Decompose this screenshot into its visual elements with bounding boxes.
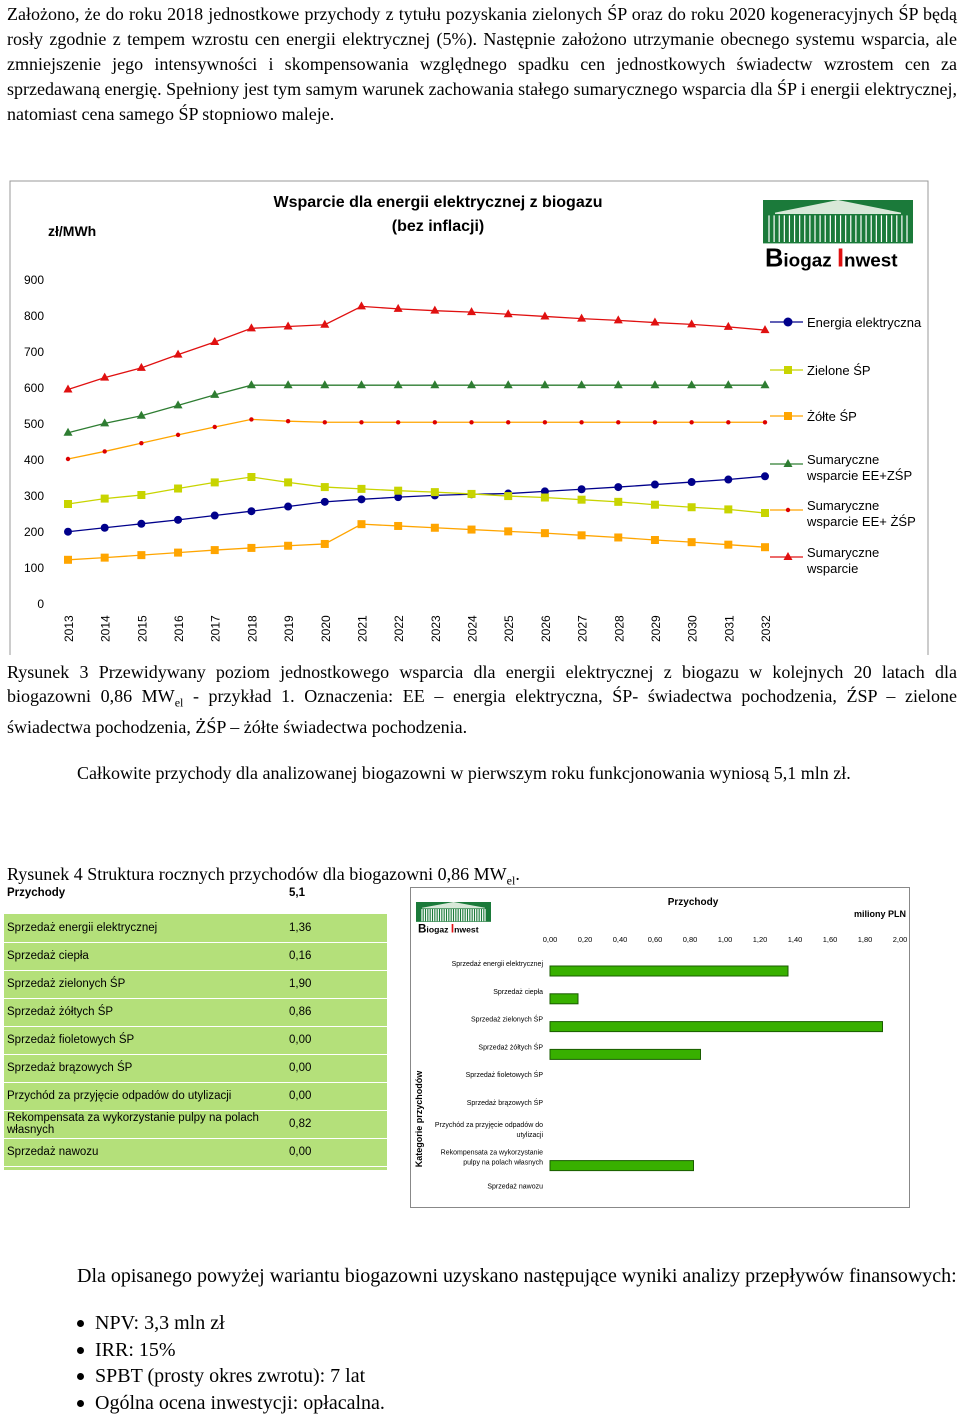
table-cell-value: 1,36 xyxy=(289,922,312,934)
x-tick-label: 2018 xyxy=(245,615,260,642)
x-tick-label: 2017 xyxy=(208,615,223,642)
list-item xyxy=(0,1310,385,1337)
legend-label: wsparcie xyxy=(807,561,859,576)
data-point xyxy=(541,529,549,537)
data-point xyxy=(726,420,730,424)
data-point xyxy=(323,420,327,424)
data-point xyxy=(468,526,476,534)
data-point xyxy=(101,495,109,503)
x-tick-label: 2030 xyxy=(685,615,700,642)
data-point xyxy=(357,495,365,503)
data-point xyxy=(247,507,255,515)
data-point xyxy=(357,520,365,528)
data-point xyxy=(688,478,696,486)
data-point xyxy=(578,496,586,504)
data-point xyxy=(174,549,182,557)
table-cell-label: Sprzedaż ciepła xyxy=(7,950,89,962)
data-point xyxy=(321,498,329,506)
revenue-bar-chart xyxy=(410,887,910,1209)
chart-title: Przychody xyxy=(667,897,719,908)
data-point xyxy=(541,494,549,502)
data-point xyxy=(724,541,732,549)
table-header-row xyxy=(4,885,387,914)
category-label: Sprzedaż brązowych ŚP xyxy=(466,1100,543,1107)
data-point xyxy=(614,533,622,541)
data-point xyxy=(433,420,437,424)
table-cell-label: Rekompensata za wykorzystanie pulpy na polach własnych xyxy=(7,1112,259,1136)
data-point xyxy=(249,417,253,421)
x-tick-label: 2019 xyxy=(282,615,297,642)
x-tick-label: 2026 xyxy=(538,615,553,642)
legend-label: Sumaryczne xyxy=(807,498,880,513)
x-tick-label: 2,00 xyxy=(892,935,908,944)
table-header-value: 5,1 xyxy=(289,887,305,899)
table-cell-value: 0,00 xyxy=(289,1146,312,1158)
data-point xyxy=(504,492,512,500)
x-tick-label: 2024 xyxy=(465,615,480,642)
legend-marker xyxy=(784,412,792,420)
y-tick-label: 200 xyxy=(23,525,44,539)
x-tick-label: 0,60 xyxy=(647,935,663,944)
data-point xyxy=(247,544,255,552)
data-point xyxy=(394,487,402,495)
revenue-bar xyxy=(550,1022,883,1032)
data-point xyxy=(174,485,182,493)
data-point xyxy=(137,491,145,499)
legend-marker xyxy=(786,508,790,512)
data-point xyxy=(64,528,72,536)
y-tick-label: 600 xyxy=(23,381,44,395)
legend-label: Sumaryczne xyxy=(807,452,880,467)
legend-label: Sumaryczne xyxy=(807,545,880,560)
table-cell-value: 0,82 xyxy=(289,1118,312,1130)
category-label: Sprzedaż żółtych ŚP xyxy=(478,1044,543,1052)
y-tick-label: 900 xyxy=(23,273,44,287)
data-point xyxy=(468,490,476,498)
x-tick-label: 2029 xyxy=(648,615,663,642)
legend-marker xyxy=(784,318,793,327)
list-item xyxy=(0,1363,385,1390)
data-point xyxy=(616,420,620,424)
data-point xyxy=(653,420,657,424)
table-cell-value: 0,00 xyxy=(289,1090,312,1102)
data-point xyxy=(688,503,696,511)
data-point xyxy=(64,500,72,508)
data-point xyxy=(689,420,693,424)
data-point xyxy=(176,433,180,437)
category-label: Sprzedaż energii elektrycznej xyxy=(451,961,543,968)
data-point xyxy=(651,536,659,544)
category-label: Przychód za przyjęcie odpadów do xyxy=(434,1121,543,1129)
legend-label: Żółte ŚP xyxy=(807,409,857,424)
legend-label: Energia elektryczna xyxy=(807,315,922,330)
support-line-chart xyxy=(8,180,958,655)
y-tick-label: 500 xyxy=(23,417,44,431)
table-cell-label: Sprzedaż nawozu xyxy=(7,1146,99,1158)
intro-paragraph: Założono, że do roku 2018 jednostkowe przychody z tytułu pozyskania zielonych ŚP oraz do roku 2020 kogeneracyjnych ŚP będą rosły zgodnie z tempem wzrostu cen energii elektrycznej (5%). Następnie założono utrzymanie obecnego systemu wsparcia, ale zmniejszenie jego intensywności i skompensowania względnego spadku cen jednostkowych świadectw wzrostem cen za sprzedawaną energię. Spełniony jest tym samym warunek zachowania stałego sumarycznego wsparcia dla ŚP i energii elektrycznej, natomiast cena samego ŚP stopniowo maleje. xyxy=(7,4,957,124)
data-point xyxy=(174,516,182,524)
y-tick-label: 300 xyxy=(23,489,44,503)
logo-text: Biogaz Inwest xyxy=(765,244,898,273)
y-axis-label: Kategorie przychodów xyxy=(414,1070,424,1168)
data-point xyxy=(431,488,439,496)
data-point xyxy=(396,420,400,424)
x-tick-label: 2014 xyxy=(98,615,113,642)
list-item-text: SPBT (prosty okres zwrotu): 7 lat xyxy=(95,1365,366,1387)
revenue-bar xyxy=(550,1161,694,1171)
data-point xyxy=(102,449,106,453)
x-tick-label: 2021 xyxy=(355,615,370,642)
y-tick-label: 0 xyxy=(37,597,44,611)
data-point xyxy=(614,498,622,506)
x-tick-label: 2027 xyxy=(575,615,590,642)
data-point xyxy=(64,556,72,564)
list-item-text: Ogólna ocena inwestycji: opłacalna. xyxy=(95,1391,385,1414)
data-point xyxy=(321,483,329,491)
caption-4-text-b: . xyxy=(515,864,520,884)
legend-label: Zielone ŚP xyxy=(807,363,871,378)
data-point xyxy=(139,441,143,445)
data-point xyxy=(321,540,329,548)
figure-3-caption xyxy=(7,660,957,739)
x-tick-label: 1,20 xyxy=(752,935,768,944)
table-cell-label: Sprzedaż brązowych ŚP xyxy=(7,1062,133,1074)
chart-title: Wsparcie dla energii elektrycznej z biogazu xyxy=(273,194,603,211)
data-point xyxy=(284,542,292,550)
x-tick-label: 2031 xyxy=(722,615,737,642)
table-row xyxy=(4,970,387,999)
caption-3-text-b: - przykład 1. Oznaczenia: EE – energia elektryczna, ŚP- świadectwa pochodzenia, ŹSP – zielone świadectwa pochodzenia, ŻŚP – żółte świadectwa pochodzenia. xyxy=(7,686,957,737)
x-tick-label: 2032 xyxy=(759,615,773,642)
table-row xyxy=(4,1110,387,1139)
list-item xyxy=(0,1390,385,1417)
data-point xyxy=(359,420,363,424)
table-header-label: Przychody xyxy=(7,887,66,899)
revenue-figure xyxy=(4,885,952,1215)
table-row xyxy=(4,942,387,971)
chart-title: (bez inflacji) xyxy=(391,218,485,235)
table-cell-value: 0,16 xyxy=(289,950,312,962)
data-point xyxy=(761,543,769,551)
x-tick-label: 1,80 xyxy=(857,935,873,944)
table-cell-label: Przychód za przyjęcie odpadów do utylizacji xyxy=(7,1090,232,1102)
revenue-table xyxy=(4,885,387,1170)
data-point xyxy=(211,546,219,554)
data-point xyxy=(543,420,547,424)
x-tick-label: 2013 xyxy=(62,615,76,642)
list-item-text: NPV: 3,3 mln zł xyxy=(95,1312,225,1334)
data-point xyxy=(578,485,586,493)
x-tick-label: 2015 xyxy=(135,615,150,642)
data-point xyxy=(284,478,292,486)
caption-4-text-a: Rysunek 4 Struktura rocznych przychodów dla biogazowni 0,86 MW xyxy=(7,864,507,884)
data-point xyxy=(101,524,109,532)
table-row xyxy=(4,1026,387,1055)
y-tick-label: 800 xyxy=(23,309,44,323)
data-point xyxy=(66,457,70,461)
table-row xyxy=(4,914,387,943)
table-cell-value: 1,90 xyxy=(289,978,312,990)
data-point xyxy=(761,472,769,480)
list-item xyxy=(0,1337,385,1364)
unit-label: miliony PLN xyxy=(853,909,906,919)
y-tick-label: 700 xyxy=(23,345,44,359)
category-label: Sprzedaż fioletowych ŚP xyxy=(465,1072,543,1080)
table-row xyxy=(4,1082,387,1111)
x-tick-label: 0,80 xyxy=(682,935,698,944)
legend-label: wsparcie EE+ ŻŚP xyxy=(807,514,916,529)
data-point xyxy=(763,420,767,424)
data-point xyxy=(578,531,586,539)
category-label: Rekompensata za wykorzystanie xyxy=(440,1149,543,1157)
logo-text: Biogaz Inwest xyxy=(418,922,479,936)
revenue-bar xyxy=(550,1049,701,1059)
data-point xyxy=(137,551,145,559)
data-point xyxy=(286,419,290,423)
category-label: Sprzedaż zielonych ŚP xyxy=(471,1016,543,1024)
table-cell-value: 0,00 xyxy=(289,1034,312,1046)
bullet-icon xyxy=(77,1347,84,1354)
data-point xyxy=(651,501,659,509)
data-point xyxy=(688,538,696,546)
table-row xyxy=(4,1054,387,1083)
x-tick-label: 1,00 xyxy=(717,935,733,944)
revenue-bar xyxy=(550,966,788,976)
data-point xyxy=(431,524,439,532)
category-label: pulpy na polach własnych xyxy=(463,1159,543,1167)
bullet-icon xyxy=(77,1373,84,1380)
x-tick-label: 1,40 xyxy=(787,935,803,944)
data-point xyxy=(394,522,402,530)
x-tick-label: 2028 xyxy=(612,615,627,642)
results-list xyxy=(0,1310,385,1416)
list-item-text: IRR: 15% xyxy=(95,1338,176,1361)
data-point xyxy=(211,478,219,486)
table-cell-label: Sprzedaż fioletowych ŚP xyxy=(7,1034,135,1046)
table-cell-value: 0,86 xyxy=(289,1006,312,1018)
data-point xyxy=(506,420,510,424)
caption-3-text-a: Rysunek 3 Przewidywany poziom jednostkowego wsparcia dla energii elektrycznej z biogazu w kolejnych 20 latach dla biogazowni 0,86 MW xyxy=(7,662,957,706)
data-point xyxy=(357,485,365,493)
data-point xyxy=(614,483,622,491)
table-cell-value: 0,00 xyxy=(289,1062,312,1074)
results-paragraph: Dla opisanego powyżej wariantu biogazowni uzyskano następujące wyniki analizy przepływów finansowych: xyxy=(77,1265,957,1287)
y-axis-label: zł/MWh xyxy=(48,223,97,239)
x-tick-label: 2016 xyxy=(172,615,187,642)
data-point xyxy=(284,503,292,511)
legend-label: wsparcie EE+ZŚP xyxy=(807,468,913,483)
y-tick-label: 400 xyxy=(23,453,44,467)
data-point xyxy=(101,554,109,562)
x-tick-label: 2022 xyxy=(392,615,407,642)
x-tick-label: 0,00 xyxy=(542,935,558,944)
bullet-icon xyxy=(77,1320,84,1327)
table-cell-label: Sprzedaż żółtych ŚP xyxy=(7,1006,114,1018)
x-tick-label: 2020 xyxy=(318,615,333,642)
data-point xyxy=(247,473,255,481)
table-cell-label: Sprzedaż zielonych ŚP xyxy=(7,978,126,990)
data-point xyxy=(504,527,512,535)
x-tick-label: 2023 xyxy=(428,615,443,642)
x-tick-label: 0,40 xyxy=(612,935,628,944)
x-tick-label: 2025 xyxy=(502,615,517,642)
caption-4-subscript: el xyxy=(506,873,516,888)
data-point xyxy=(211,512,219,520)
table-row xyxy=(4,1138,387,1167)
x-tick-label: 0,20 xyxy=(577,935,593,944)
table-row xyxy=(4,998,387,1027)
category-label: Sprzedaż nawozu xyxy=(487,1183,543,1191)
legend-marker xyxy=(784,366,792,374)
bullet-icon xyxy=(77,1400,84,1407)
data-point xyxy=(469,420,473,424)
x-tick-label: 1,60 xyxy=(822,935,838,944)
y-tick-label: 100 xyxy=(23,561,44,575)
data-point xyxy=(761,509,769,517)
data-point xyxy=(213,425,217,429)
category-label: Sprzedaż ciepła xyxy=(493,988,543,996)
table-cell-label: Sprzedaż energii elektrycznej xyxy=(7,922,158,934)
data-point xyxy=(137,520,145,528)
caption-3-subscript: el xyxy=(174,695,184,710)
revenue-paragraph: Całkowite przychody dla analizowanej biogazowni w pierwszym roku funkcjonowania wyniosą 5,1 mln zł. xyxy=(77,763,851,783)
biogaz-inwest-logo xyxy=(763,200,913,273)
data-point xyxy=(724,476,732,484)
data-point xyxy=(724,505,732,513)
category-label: utylizacji xyxy=(516,1131,543,1139)
revenue-bar xyxy=(550,994,578,1004)
data-point xyxy=(651,481,659,489)
data-point xyxy=(579,420,583,424)
